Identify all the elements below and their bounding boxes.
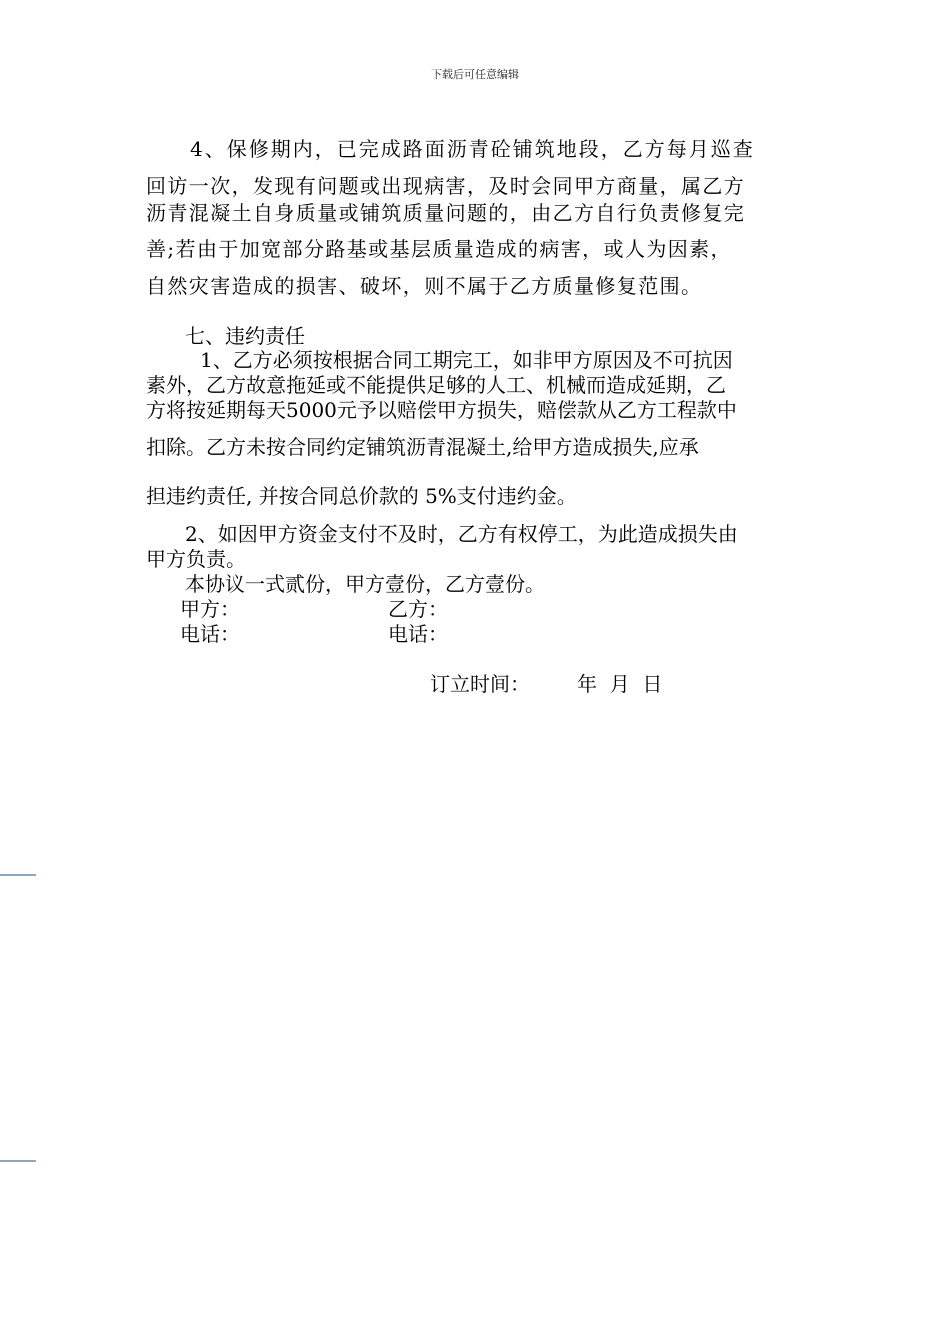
clause1-line-3: 方将按延期每天5000元予以赔偿甲方损失，赔偿款从乙方工程款中 xyxy=(146,398,737,422)
clause1-line-4: 扣除。乙方未按合同约定铺筑沥青混凝土,给甲方造成损失,应承 xyxy=(146,435,699,459)
item4-line-5: 自然灾害造成的损害、破坏，则不属于乙方质量修复范围。 xyxy=(146,274,703,298)
party-b-label: 乙方： xyxy=(388,597,448,621)
phone-b-label: 电话： xyxy=(388,622,448,646)
margin-mark-upper xyxy=(0,874,36,876)
date-label: 订立时间： xyxy=(430,672,530,696)
section7-title: 七、违约责任 xyxy=(185,324,305,348)
phone-a-label: 电话： xyxy=(180,622,240,646)
clause2-line-1: 2、如因甲方资金支付不及时，乙方有权停工，为此造成损失由 xyxy=(185,522,738,546)
margin-mark-lower xyxy=(0,1160,36,1162)
item4-line-3: 沥青混凝土自身质量或铺筑质量问题的，由乙方自行负责修复完 xyxy=(146,201,746,225)
item4-line-4: 善;若由于加宽部分路基或基层质量造成的病害，或人为因素， xyxy=(146,237,732,261)
date-ymd: 年 月 日 xyxy=(577,672,663,696)
clause1-line-5: 担违约责任, 并按合同总价款的 5%支付违约金。 xyxy=(146,484,577,508)
clause1-line-2: 素外，乙方故意拖延或不能提供足够的人工、机械而造成延期，乙 xyxy=(146,373,726,397)
item4-line-2: 回访一次，发现有问题或出现病害，及时会同甲方商量，属乙方 xyxy=(146,174,746,198)
page-header-note: 下载后可任意编辑 xyxy=(431,68,519,81)
party-a-label: 甲方： xyxy=(180,597,240,621)
clause1-line-1: 1、乙方必须按根据合同工期完工，如非甲方原因及不可抗因 xyxy=(200,348,733,372)
item4-line-1: 4、保修期内，已完成路面沥青砼铺筑地段，乙方每月巡查 xyxy=(190,137,755,161)
copies-note: 本协议一式贰份，甲方壹份，乙方壹份。 xyxy=(185,572,545,596)
clause2-line-2: 甲方负责。 xyxy=(146,547,246,571)
